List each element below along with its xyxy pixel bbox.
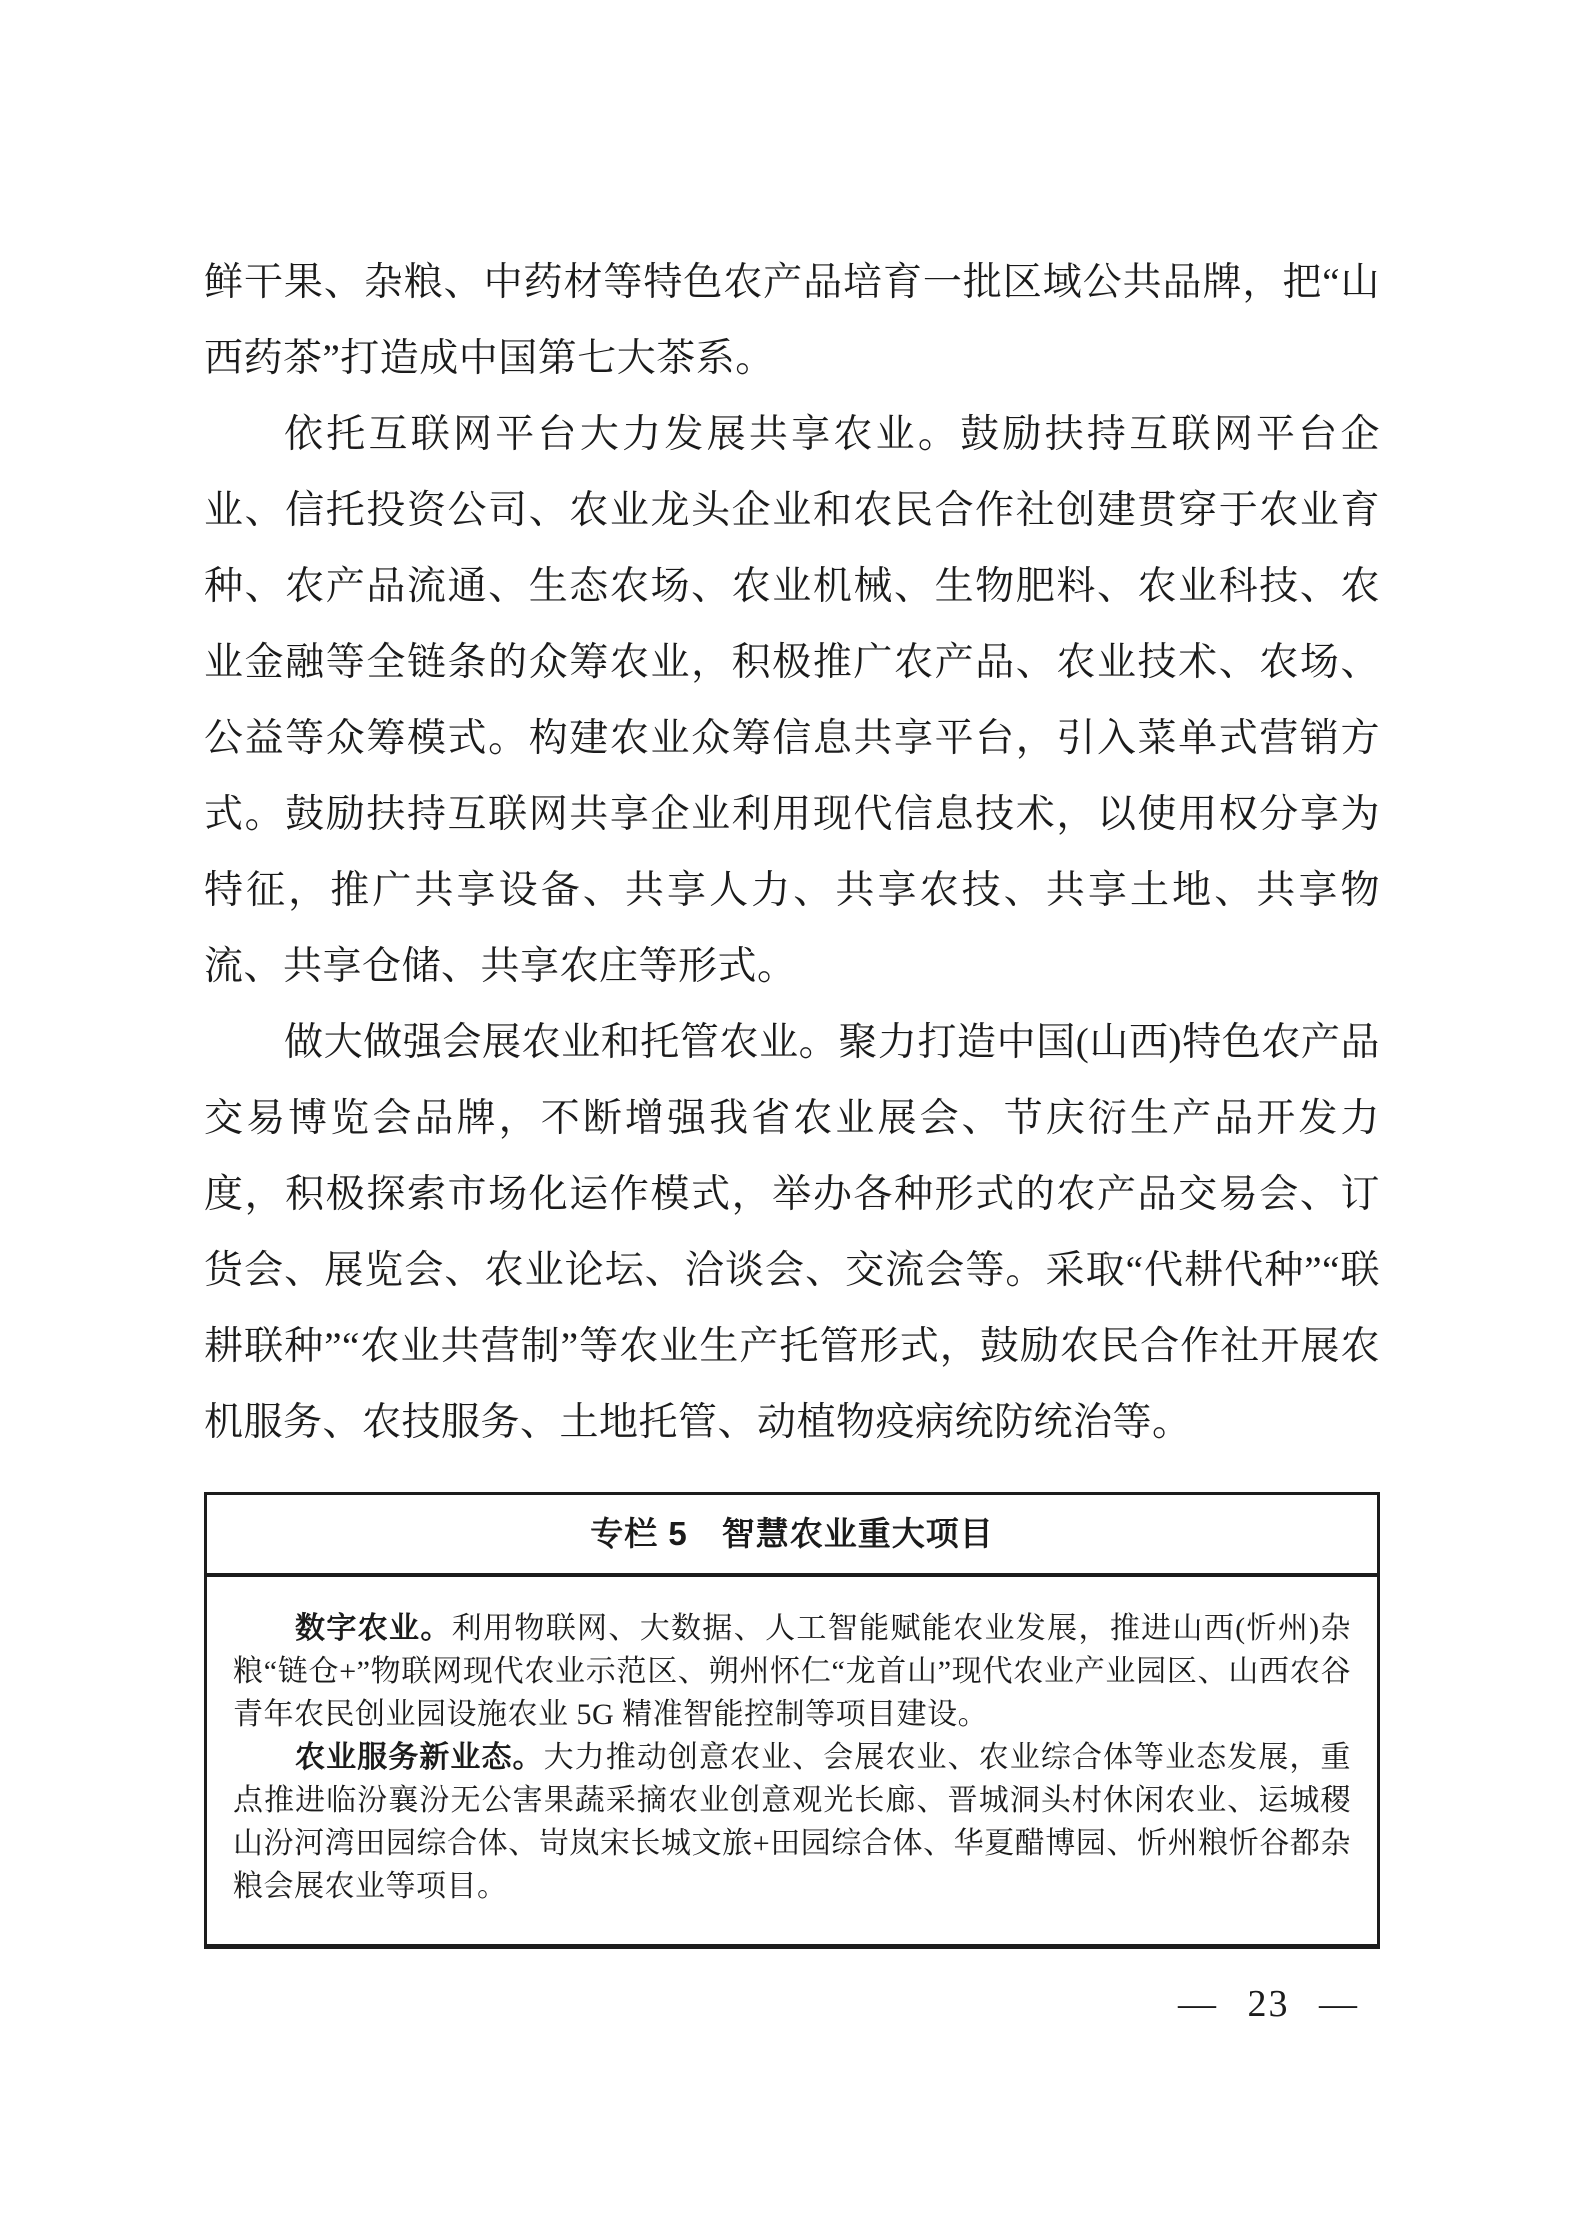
item-lead-digital-agriculture: 数字农业。 (295, 1612, 452, 1645)
item-text-digital-agriculture: 利用物联网、大数据、人工智能赋能农业发展，推进山西(忻州)杂粮“链仓+”物联网现代农业示范区、朔州怀仁“龙首山”现代农业产业园区、山西农谷青年农民创业园设施农业 5G 精准智能控制等项目建设。 (233, 1612, 1352, 1731)
column-box-item-new-service-forms (233, 1736, 1351, 1908)
paragraph-exhibition-agriculture: 做大做强会展农业和托管农业。聚力打造中国(山西)特色农产品交易博览会品牌，不断增强我省农业展会、节庆衍生产品开发力度，积极探索市场化运作模式，举办各种形式的农产品交易会、订货会、展览会、农业论坛、洽谈会、交流会等。采取“代耕代种”“联耕联种”“农业共营制”等农业生产托管形式，鼓励农民合作社开展农机服务、农技服务、土地托管、动植物疫病统防统治等。 (204, 1021, 1380, 1444)
item-text-new-service-forms: 大力推动创意农业、会展农业、农业综合体等业态发展，重点推进临汾襄汾无公害果蔬采摘农业创意观光长廊、晋城洞头村休闲农业、运城稷山汾河湾田园综合体、岢岚宋长城文旅+田园综合体、华夏醋博园、忻州粮忻谷都杂粮会展农业等项目。 (233, 1741, 1352, 1903)
column-box-item-digital-agriculture (233, 1607, 1351, 1736)
column-box-content (207, 1577, 1377, 1944)
item-lead-new-service-forms: 农业服务新业态。 (295, 1741, 544, 1774)
column-box (204, 1492, 1380, 1949)
paragraph-shared-agriculture: 依托互联网平台大力发展共享农业。鼓励扶持互联网平台企业、信托投资公司、农业龙头企业和农民合作社创建贯穿于农业育种、农产品流通、生态农场、农业机械、生物肥料、农业科技、农业金融等全链条的众筹农业，积极推广农产品、农业技术、农场、公益等众筹模式。构建农业众筹信息共享平台，引入菜单式营销方式。鼓励扶持互联网共享企业利用现代信息技术，以使用权分享为特征，推广共享设备、共享人力、共享农技、共享土地、共享物流、共享仓储、共享农庄等形式。 (204, 413, 1380, 988)
column-box-title: 专栏 5 智慧农业重大项目 (207, 1495, 1377, 1577)
page-number: — 23 — (1178, 1983, 1359, 2025)
paragraph-continuation: 鲜干果、杂粮、中药材等特色农产品培育一批区域公共品牌，把“山西药茶”打造成中国第七大茶系。 (204, 261, 1380, 380)
body-text (204, 245, 1380, 1461)
